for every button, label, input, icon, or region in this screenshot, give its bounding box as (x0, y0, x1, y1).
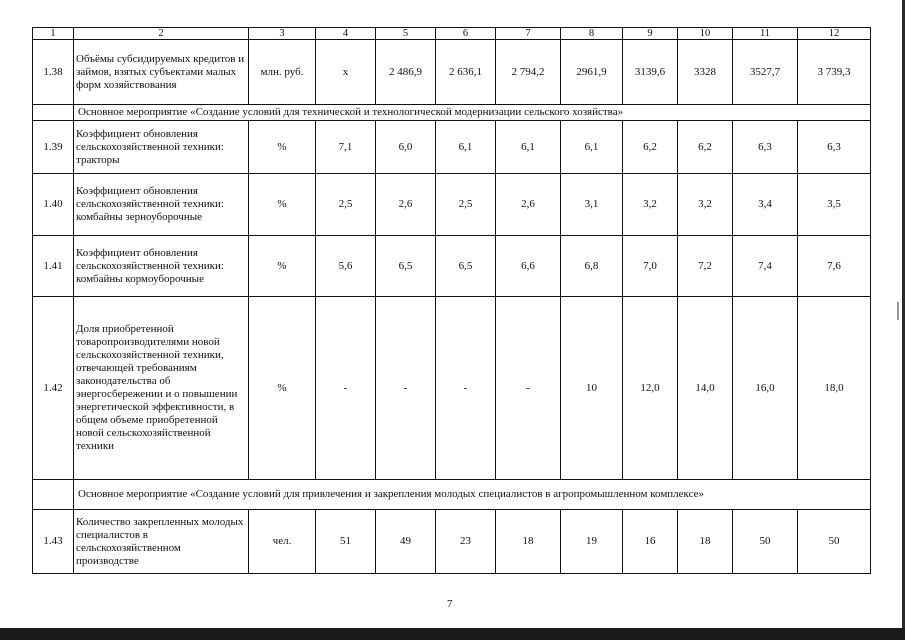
section-heading: Основное мероприятие «Создание условий для привлечения и закрепления молодых специалистов в агропромышленном комплексе» (74, 480, 871, 510)
column-number: 8 (561, 28, 623, 40)
value-cell: 7,2 (678, 236, 733, 297)
value-cell: 6,1 (436, 121, 496, 174)
value-cell: 3,2 (623, 174, 678, 236)
value-cell: 50 (733, 510, 798, 574)
table-row (33, 236, 871, 297)
row-number: 1.38 (33, 40, 74, 105)
value-cell: 6,1 (561, 121, 623, 174)
column-number: 12 (798, 28, 871, 40)
value-cell: 6,5 (376, 236, 436, 297)
section-heading: Основное мероприятие «Создание условий для технической и технологической модернизации сельского хозяйства» (74, 105, 871, 121)
value-cell: 16,0 (733, 297, 798, 480)
row-number: 1.42 (33, 297, 74, 480)
unit-cell: чел. (249, 510, 316, 574)
section-row (33, 480, 871, 510)
value-cell: 6,3 (733, 121, 798, 174)
value-cell: 23 (436, 510, 496, 574)
value-cell: 7,4 (733, 236, 798, 297)
row-number: 1.40 (33, 174, 74, 236)
value-cell: 6,0 (376, 121, 436, 174)
value-cell: 3527,7 (733, 40, 798, 105)
value-cell: 2961,9 (561, 40, 623, 105)
value-cell: 5,6 (316, 236, 376, 297)
unit-cell: % (249, 236, 316, 297)
value-cell: 12,0 (623, 297, 678, 480)
value-cell: - (496, 297, 561, 480)
value-cell: 2,5 (316, 174, 376, 236)
table-row (33, 121, 871, 174)
section-number-cell (33, 480, 74, 510)
row-number: 1.41 (33, 236, 74, 297)
value-cell: 3,5 (798, 174, 871, 236)
value-cell: 51 (316, 510, 376, 574)
scan-mark (897, 302, 899, 320)
value-cell: 2,5 (436, 174, 496, 236)
value-cell: 7,0 (623, 236, 678, 297)
column-number: 7 (496, 28, 561, 40)
value-cell: 7,1 (316, 121, 376, 174)
column-number: 10 (678, 28, 733, 40)
value-cell: 2 486,9 (376, 40, 436, 105)
table-row (33, 510, 871, 574)
value-cell: 10 (561, 297, 623, 480)
column-number: 1 (33, 28, 74, 40)
value-cell: 6,2 (623, 121, 678, 174)
value-cell: 49 (376, 510, 436, 574)
unit-cell: % (249, 174, 316, 236)
row-number: 1.39 (33, 121, 74, 174)
value-cell: 18 (678, 510, 733, 574)
indicator-name: Коэффициент обновления сельскохозяйственной техники: тракторы (74, 121, 249, 174)
indicator-name: Доля приобретенной товаропроизводителями новой сельскохозяйственной техники, отвечающей требованиям законодательства об энергосбережении и о повышении энергетической эффективности, в общем объеме приобретенной новой сельскохозяйственной техники (74, 297, 249, 480)
unit-cell: млн. руб. (249, 40, 316, 105)
value-cell: 6,8 (561, 236, 623, 297)
value-cell: 3,2 (678, 174, 733, 236)
value-cell: 6,5 (436, 236, 496, 297)
value-cell: 3139,6 (623, 40, 678, 105)
value-cell: 19 (561, 510, 623, 574)
table-row (33, 40, 871, 105)
value-cell: 3328 (678, 40, 733, 105)
table-row (33, 174, 871, 236)
indicator-name: Коэффициент обновления сельскохозяйственной техники: комбайны кормоуборочные (74, 236, 249, 297)
indicator-name: Коэффициент обновления сельскохозяйственной техники: комбайны зерноуборочные (74, 174, 249, 236)
column-number-row (33, 28, 871, 40)
section-row (33, 105, 871, 121)
value-cell: 18 (496, 510, 561, 574)
value-cell: 3 739,3 (798, 40, 871, 105)
unit-cell: % (249, 121, 316, 174)
value-cell: 7,6 (798, 236, 871, 297)
column-number: 4 (316, 28, 376, 40)
value-cell: - (316, 297, 376, 480)
indicators-table (32, 27, 871, 574)
value-cell: 2,6 (376, 174, 436, 236)
row-number: 1.43 (33, 510, 74, 574)
value-cell: 3,4 (733, 174, 798, 236)
value-cell: 2,6 (496, 174, 561, 236)
column-number: 5 (376, 28, 436, 40)
value-cell: 2 794,2 (496, 40, 561, 105)
column-number: 9 (623, 28, 678, 40)
value-cell: 2 636,1 (436, 40, 496, 105)
indicator-name: Объёмы субсидируемых кредитов и займов, взятых субъектами малых форм хозяйствования (74, 40, 249, 105)
column-number: 6 (436, 28, 496, 40)
page-number: 7 (447, 598, 453, 610)
unit-cell: % (249, 297, 316, 480)
section-number-cell (33, 105, 74, 121)
value-cell: 6,6 (496, 236, 561, 297)
value-cell: 14,0 (678, 297, 733, 480)
value-cell: - (436, 297, 496, 480)
value-cell: 3,1 (561, 174, 623, 236)
value-cell: 50 (798, 510, 871, 574)
value-cell: 6,2 (678, 121, 733, 174)
value-cell: 18,0 (798, 297, 871, 480)
column-number: 11 (733, 28, 798, 40)
column-number: 3 (249, 28, 316, 40)
value-cell: 6,1 (496, 121, 561, 174)
table-row (33, 297, 871, 480)
value-cell: х (316, 40, 376, 105)
value-cell: 16 (623, 510, 678, 574)
indicator-name: Количество закрепленных молодых специалистов в сельскохозяйственном производстве (74, 510, 249, 574)
column-number: 2 (74, 28, 249, 40)
value-cell: 6,3 (798, 121, 871, 174)
value-cell: - (376, 297, 436, 480)
scan-edge-bottom (0, 628, 905, 640)
